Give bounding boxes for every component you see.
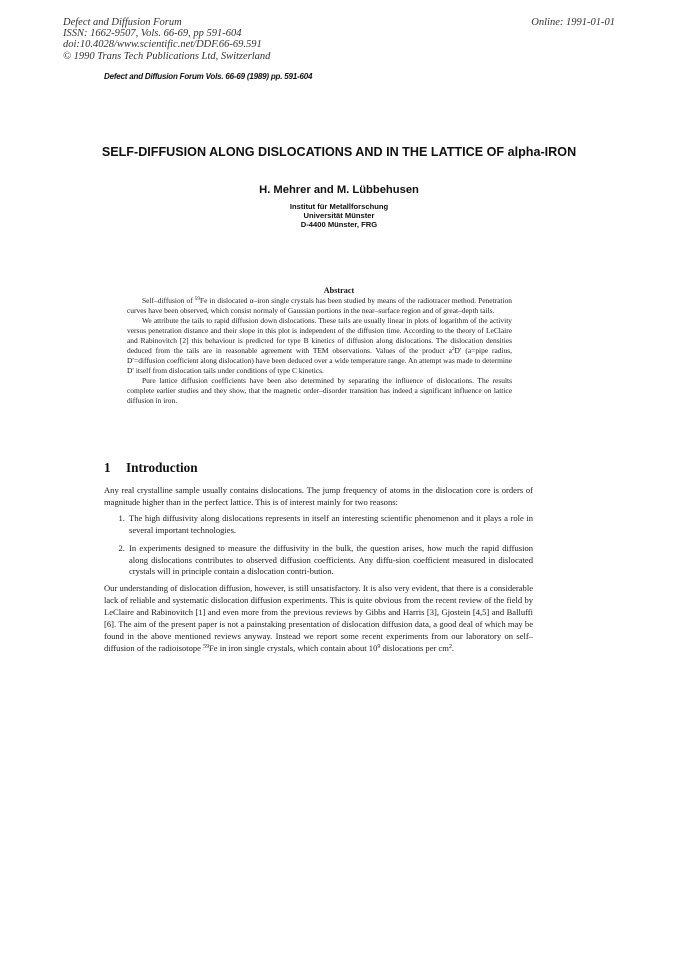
abstract-paragraph: Pure lattice diffusion coefficients have been also determined by separating the influence of dislocations. The results complete earlier studies and they show, that the magnetic order–disorder transition has indeed a significant influence on lattice diffusion in iron. <box>127 376 512 406</box>
isotope-superscript: 59 <box>194 296 200 302</box>
affiliation-institute: Institut für Metallforschung <box>289 202 389 211</box>
section-title: Introduction <box>126 460 198 475</box>
body-paragraph: Any real crystalline sample usually contains dislocations. The jump frequency of atoms in the dislocation core is orders of magnitude higher than in the perfect lattice. This is of interest mainly for two reasons: <box>104 485 533 507</box>
affiliation <box>100 202 578 230</box>
isotope-superscript: 59 <box>203 643 210 650</box>
issn-line: ISSN: 1662-9507, Vols. 66-69, pp 591-604 <box>63 28 242 40</box>
section-heading <box>104 460 198 476</box>
body-paragraph: Our understanding of dislocation diffusion, however, is still unsatisfactory. It is also very evident, that there is a considerable lack of reliable and systematic dislocation diffusion experiments. This is quite obvious from the recent review of the field by LeClaire and Rabinovitch [1] and even more from the previous reviews by Gibbs and Harris [3], Gjostein [4,5] and Balluffi [6]. The aim of the present paper is not a painstaking presentation of dislocation diffusion data, a good deal of which may be found in the above mentioned reviews anyway. Instead we report some recent experiments from our laboratory on self–diffusion of the radioisotope $^{59}$Fe in iron single crystals, which contain about $10^9$ dislocations per $cm^2$. <box>104 583 533 653</box>
journal-reference: Defect and Diffusion Forum Vols. 66-69 (1989) pp. 591-604 <box>104 72 313 81</box>
abstract-body <box>127 296 512 407</box>
affiliation-address: D-4400 Münster, FRG <box>300 220 378 230</box>
journal-name: Defect and Diffusion Forum <box>63 17 182 28</box>
exponent-superscript: 9 <box>377 643 381 650</box>
list-item: 1. The high diffusivity along dislocations represents in itself an interesting scientific phenomenon and it plays a role in several important technologies. <box>127 513 533 537</box>
exponent-superscript: 2 <box>448 643 452 650</box>
paper-title: SELF-DIFFUSION ALONG DISLOCATIONS AND IN THE LATTICE OF alpha-IRON <box>101 145 577 159</box>
reasons-list <box>104 513 533 579</box>
publication-metadata <box>63 17 270 62</box>
power-superscript: 2 <box>451 346 455 353</box>
section-body <box>104 485 533 655</box>
online-date: Online: 1991-01-01 <box>531 17 615 28</box>
section-number: 1 <box>104 460 111 475</box>
doi-line: doi:10.4028/www.scientific.net/DDF.66-69.591 <box>63 39 262 51</box>
affiliation-university: Universität Münster <box>303 211 375 221</box>
abstract-heading: Abstract <box>323 286 355 295</box>
list-item: 2. In experiments designed to measure the diffusivity in the bulk, the question arises, how much the rapid diffusion along dislocations contributes to observed diffusion coefficients. Any diffu-sion coefficient measured in dislocated crystals will in principle contain a dislocation contri-bution. <box>127 543 533 579</box>
copyright-line: © 1990 Trans Tech Publications Ltd, Switzerland <box>63 50 271 62</box>
paper-authors: H. Mehrer and M. Lübbehusen <box>259 184 419 196</box>
abstract-paragraph: Self–diffusion of $^{59}$Fe in dislocated α–iron single crystals has been studied by means of the radiotracer method. Penetration curves have been observed, which consist normaly of Gaussian portions in the near–surface region and of great–depth tails. <box>127 296 512 316</box>
abstract-paragraph: We attribute the tails to rapid diffusion down dislocations. These tails are usually linear in plots of logarithm of the activity versus penetration distance and their slope in this plot is independent of the diffusion time. According to the theory of LeClaire and Rabinovitch [2] this behaviour is predicted for type B kinetics of diffusion along dislocations. The dislocation densities deduced from the tails are in reasonable agreement with TEM observations. Values of the product $a^2D'$ (a=pipe radius, D′=diffusion coefficient along dislocation) have been deduced over a wide temperature range. An attempt was made to determine D′ itself from dislocation tails under conditions of type C kinetics. <box>127 316 513 376</box>
